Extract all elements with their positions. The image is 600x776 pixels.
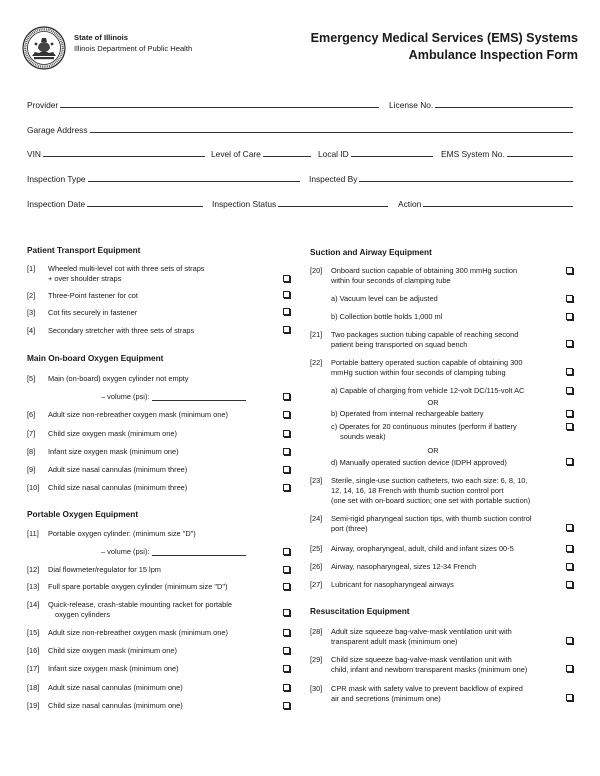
checkbox[interactable] bbox=[283, 665, 290, 672]
or-text: OR bbox=[427, 446, 439, 455]
item-text: Infant size oxygen mask (minimum one) bbox=[48, 447, 179, 456]
checkbox[interactable] bbox=[283, 684, 290, 691]
checkbox[interactable] bbox=[283, 609, 290, 616]
field-row-garage bbox=[27, 122, 573, 136]
checkbox[interactable] bbox=[566, 340, 573, 347]
item-text-line: transparent adult mask (minimum one) bbox=[331, 637, 458, 646]
inspection-status-label: Inspection Status bbox=[212, 199, 277, 209]
item-text bbox=[331, 266, 556, 286]
checkbox[interactable] bbox=[283, 629, 290, 636]
field-row-type bbox=[27, 171, 573, 185]
checkbox[interactable] bbox=[283, 548, 290, 555]
item-text: Child size oxygen mask (minimum one) bbox=[48, 429, 177, 438]
form-title-line1: Emergency Medical Services (EMS) Systems bbox=[310, 31, 578, 45]
item-number: [12] bbox=[27, 565, 40, 574]
item-number: [7] bbox=[27, 429, 36, 438]
item-number: [4] bbox=[27, 326, 36, 335]
license-no-field[interactable] bbox=[389, 97, 573, 111]
item-text bbox=[48, 264, 273, 284]
checkbox[interactable] bbox=[283, 411, 290, 418]
item-text bbox=[331, 330, 556, 350]
item-number: [8] bbox=[27, 447, 36, 456]
item-number: [3] bbox=[27, 308, 36, 317]
item-number: [22] bbox=[310, 358, 323, 367]
vin-field[interactable] bbox=[27, 146, 205, 160]
field-row-vin bbox=[27, 146, 573, 160]
item-text bbox=[331, 627, 556, 647]
item-text bbox=[331, 514, 556, 534]
item-text-line: CPR mask with safety valve to prevent backflow of expired bbox=[331, 684, 523, 693]
checkbox[interactable] bbox=[283, 393, 290, 400]
item-number: [6] bbox=[27, 410, 36, 419]
item-text: Adult size non-rebreather oxygen mask (minimum one) bbox=[48, 410, 228, 419]
volume-line[interactable] bbox=[152, 547, 246, 556]
item-text: Adult size non-rebreather oxygen mask (minimum one) bbox=[48, 628, 228, 637]
checkbox[interactable] bbox=[566, 665, 573, 672]
checkbox[interactable] bbox=[566, 637, 573, 644]
inspection-date-field[interactable] bbox=[27, 196, 203, 210]
volume-label: – volume (psi): bbox=[101, 392, 150, 401]
item-number: [19] bbox=[27, 701, 40, 710]
field-row-provider bbox=[27, 97, 573, 111]
field-row-date bbox=[27, 196, 573, 210]
volume-line[interactable] bbox=[152, 392, 246, 401]
item-number: [13] bbox=[27, 582, 40, 591]
form-title-line2: Ambulance Inspection Form bbox=[408, 48, 578, 62]
action-field[interactable] bbox=[398, 196, 573, 210]
checkbox[interactable] bbox=[566, 267, 573, 274]
item-text-line: Wheeled multi-level cot with three sets of straps bbox=[48, 264, 205, 273]
item-number: [24] bbox=[310, 514, 323, 523]
section-heading-portable-oxygen: Portable Oxygen Equipment bbox=[27, 509, 139, 519]
inspection-date-line[interactable] bbox=[87, 198, 203, 207]
item-text: Child size oxygen mask (minimum one) bbox=[48, 646, 177, 655]
inspection-type-label: Inspection Type bbox=[27, 174, 86, 184]
checkbox[interactable] bbox=[283, 275, 290, 282]
vin-label: VIN bbox=[27, 149, 41, 159]
license-no-line[interactable] bbox=[435, 99, 573, 108]
item-number: [10] bbox=[27, 483, 40, 492]
checkbox[interactable] bbox=[566, 313, 573, 320]
item-number: [1] bbox=[27, 264, 36, 273]
item-text bbox=[48, 600, 273, 620]
action-label: Action bbox=[398, 199, 422, 209]
item-text: Cot fits securely in fastener bbox=[48, 308, 138, 317]
item-text-line: child, infant and newborn transparent masks (minimum one) bbox=[331, 665, 528, 674]
inspected-by-label: Inspected By bbox=[309, 174, 358, 184]
checkbox[interactable] bbox=[566, 581, 573, 588]
or-text: OR bbox=[427, 398, 439, 407]
department-name: Illinois Department of Public Health bbox=[74, 44, 193, 53]
inspection-status-field[interactable] bbox=[212, 196, 388, 210]
item-number: [28] bbox=[310, 627, 323, 636]
level-of-care-line[interactable] bbox=[263, 148, 311, 157]
item-text-line: mmHg suction within four seconds of clamping tubing bbox=[331, 368, 506, 377]
item-text bbox=[331, 358, 556, 378]
garage-address-line[interactable] bbox=[90, 124, 573, 133]
checkbox[interactable] bbox=[566, 423, 573, 430]
item-text: a) Vacuum level can be adjusted bbox=[331, 294, 438, 303]
checkbox[interactable] bbox=[566, 458, 573, 465]
item-text: Full spare portable oxygen cylinder (minimum size "D") bbox=[48, 582, 228, 591]
item-text-line: + over shoulder straps bbox=[48, 274, 122, 283]
item-text-line: patient being transported on squad bench bbox=[331, 340, 468, 349]
checkbox[interactable] bbox=[283, 702, 290, 709]
local-id-label: Local ID bbox=[318, 149, 349, 159]
provider-line[interactable] bbox=[60, 99, 379, 108]
state-name: State of Illinois bbox=[74, 33, 129, 42]
item-text-line: within four seconds of clamping tube bbox=[331, 276, 451, 285]
inspected-by-field[interactable] bbox=[309, 171, 573, 185]
checkbox[interactable] bbox=[283, 448, 290, 455]
inspection-type-field[interactable] bbox=[27, 171, 300, 185]
item-text: Three-Point fastener for cot bbox=[48, 291, 138, 300]
item-text: Child size nasal cannulas (minimum one) bbox=[48, 701, 183, 710]
local-id-line[interactable] bbox=[351, 148, 433, 157]
provider-field[interactable] bbox=[27, 97, 379, 111]
checkbox[interactable] bbox=[566, 694, 573, 701]
checkbox[interactable] bbox=[283, 291, 290, 298]
item-text: Lubricant for nasopharyngeal airways bbox=[331, 580, 454, 589]
level-of-care-label: Level of Care bbox=[211, 149, 261, 159]
checkbox[interactable] bbox=[566, 295, 573, 302]
checkbox[interactable] bbox=[283, 326, 290, 333]
item-number: [2] bbox=[27, 291, 36, 300]
item-text bbox=[331, 422, 517, 442]
item-text: a) Capable of charging from vehicle 12-volt DC/115-volt AC bbox=[331, 386, 525, 395]
item-number: [16] bbox=[27, 646, 40, 655]
section-heading-resuscitation: Resuscitation Equipment bbox=[310, 606, 410, 616]
volume-field[interactable] bbox=[101, 392, 246, 402]
item-text-line: Child size squeeze bag-valve-mask ventilation unit with bbox=[331, 655, 512, 664]
level-of-care-field[interactable] bbox=[211, 146, 311, 160]
item-text: Adult size nasal cannulas (minimum three) bbox=[48, 465, 188, 474]
item-text-line: air and secretions (minimum one) bbox=[331, 694, 441, 703]
inspected-by-line[interactable] bbox=[359, 173, 573, 182]
item-text-line: Sterile, single-use suction catheters, two each size: 6, 8, 10, bbox=[331, 476, 528, 485]
item-number: [25] bbox=[310, 544, 323, 553]
checkbox[interactable] bbox=[283, 466, 290, 473]
item-number: [20] bbox=[310, 266, 323, 275]
garage-address-field[interactable] bbox=[27, 122, 573, 136]
garage-address-label: Garage Address bbox=[27, 125, 88, 135]
item-text-line: Adult size squeeze bag-valve-mask ventilation unit with bbox=[331, 627, 512, 636]
volume-label: – volume (psi): bbox=[101, 547, 150, 556]
inspection-status-line[interactable] bbox=[278, 198, 388, 207]
item-text-line: (one set with on-board suction; one set with portable suction) bbox=[331, 496, 531, 505]
item-text-line: Semi-rigid pharyngeal suction tips, with thumb suction control bbox=[331, 514, 532, 523]
item-text bbox=[331, 476, 570, 506]
item-number: [11] bbox=[27, 529, 39, 538]
item-number: [15] bbox=[27, 628, 40, 637]
item-text: Secondary stretcher with three sets of straps bbox=[48, 326, 195, 335]
item-text-line: Portable battery operated suction capable of obtaining 300 bbox=[331, 358, 523, 367]
checkbox[interactable] bbox=[566, 368, 573, 375]
item-number: [27] bbox=[310, 580, 323, 589]
section-heading-suction: Suction and Airway Equipment bbox=[310, 247, 432, 257]
item-text-line: Two packages suction tubing capable of reaching second bbox=[331, 330, 519, 339]
item-text: b) Operated from internal rechargeable battery bbox=[331, 409, 484, 418]
item-number: [9] bbox=[27, 465, 36, 474]
item-number: [14] bbox=[27, 600, 40, 609]
checkbox[interactable] bbox=[566, 387, 573, 394]
item-number: [5] bbox=[27, 374, 36, 383]
item-number: [26] bbox=[310, 562, 323, 571]
item-text-line: Onboard suction capable of obtaining 300 mmHg suction bbox=[331, 266, 518, 275]
item-number: [21] bbox=[310, 330, 323, 339]
volume-field[interactable] bbox=[101, 547, 246, 557]
item-number: [29] bbox=[310, 655, 323, 664]
item-text-line: port (three) bbox=[331, 524, 368, 533]
item-number: [18] bbox=[27, 683, 40, 692]
state-seal-icon bbox=[22, 26, 66, 70]
item-text: Airway, oropharyngeal, adult, child and infant sizes 00-5 bbox=[331, 544, 514, 553]
item-text: Child size nasal cannulas (minimum three) bbox=[48, 483, 188, 492]
item-number: [30] bbox=[310, 684, 323, 693]
item-text: b) Collection bottle holds 1,000 ml bbox=[331, 312, 443, 321]
item-text-line: sounds weak) bbox=[340, 432, 386, 441]
checkbox[interactable] bbox=[566, 563, 573, 570]
checkbox[interactable] bbox=[283, 647, 290, 654]
item-text: Infant size oxygen mask (minimum one) bbox=[48, 664, 179, 673]
checkbox[interactable] bbox=[283, 430, 290, 437]
checkbox[interactable] bbox=[283, 308, 290, 315]
item-text-line: 12, 14, 16, 18 French with thumb suction control port bbox=[331, 486, 504, 495]
checkbox[interactable] bbox=[566, 524, 573, 531]
item-text bbox=[331, 655, 556, 675]
checkbox[interactable] bbox=[283, 566, 290, 573]
item-text: Dial flowmeter/regulator for 15 lpm bbox=[48, 565, 161, 574]
form-title bbox=[311, 30, 578, 64]
checkbox[interactable] bbox=[283, 583, 290, 590]
section-heading-oxygen: Main On-board Oxygen Equipment bbox=[27, 353, 164, 363]
item-text-line: c) Operates for 20 continuous minutes (perform if battery bbox=[331, 422, 517, 431]
item-text: Airway, nasopharyngeal, sizes 12-34 French bbox=[331, 562, 477, 571]
item-text-line: oxygen cylinders bbox=[55, 610, 111, 619]
item-text: Portable oxygen cylinder: (minimum size "D") bbox=[48, 529, 196, 538]
item-text: d) Manually operated suction device (IDPH approved) bbox=[331, 458, 507, 467]
form-header bbox=[22, 26, 578, 74]
ems-system-no-field[interactable] bbox=[441, 146, 573, 160]
local-id-field[interactable] bbox=[318, 146, 433, 160]
inspection-date-label: Inspection Date bbox=[27, 199, 86, 209]
provider-label: Provider bbox=[27, 100, 59, 110]
checkbox[interactable] bbox=[283, 484, 290, 491]
ems-system-no-label: EMS System No. bbox=[441, 149, 505, 159]
item-text-line: Quick-release, crash-stable mounting racket for portable bbox=[48, 600, 233, 609]
item-number: [17] bbox=[27, 664, 40, 673]
vin-line[interactable] bbox=[43, 148, 205, 157]
item-text bbox=[331, 684, 556, 704]
checkbox[interactable] bbox=[566, 410, 573, 417]
inspection-type-line[interactable] bbox=[88, 173, 300, 182]
checkbox[interactable] bbox=[566, 545, 573, 552]
item-text: Main (on-board) oxygen cylinder not empty bbox=[48, 374, 189, 383]
ems-system-no-line[interactable] bbox=[507, 148, 573, 157]
action-line[interactable] bbox=[423, 198, 573, 207]
agency-block bbox=[74, 32, 192, 54]
item-number: [23] bbox=[310, 476, 323, 485]
item-text: Adult size nasal cannulas (minimum one) bbox=[48, 683, 183, 692]
license-no-label: License No. bbox=[389, 100, 434, 110]
section-heading-patient-transport: Patient Transport Equipment bbox=[27, 245, 141, 255]
